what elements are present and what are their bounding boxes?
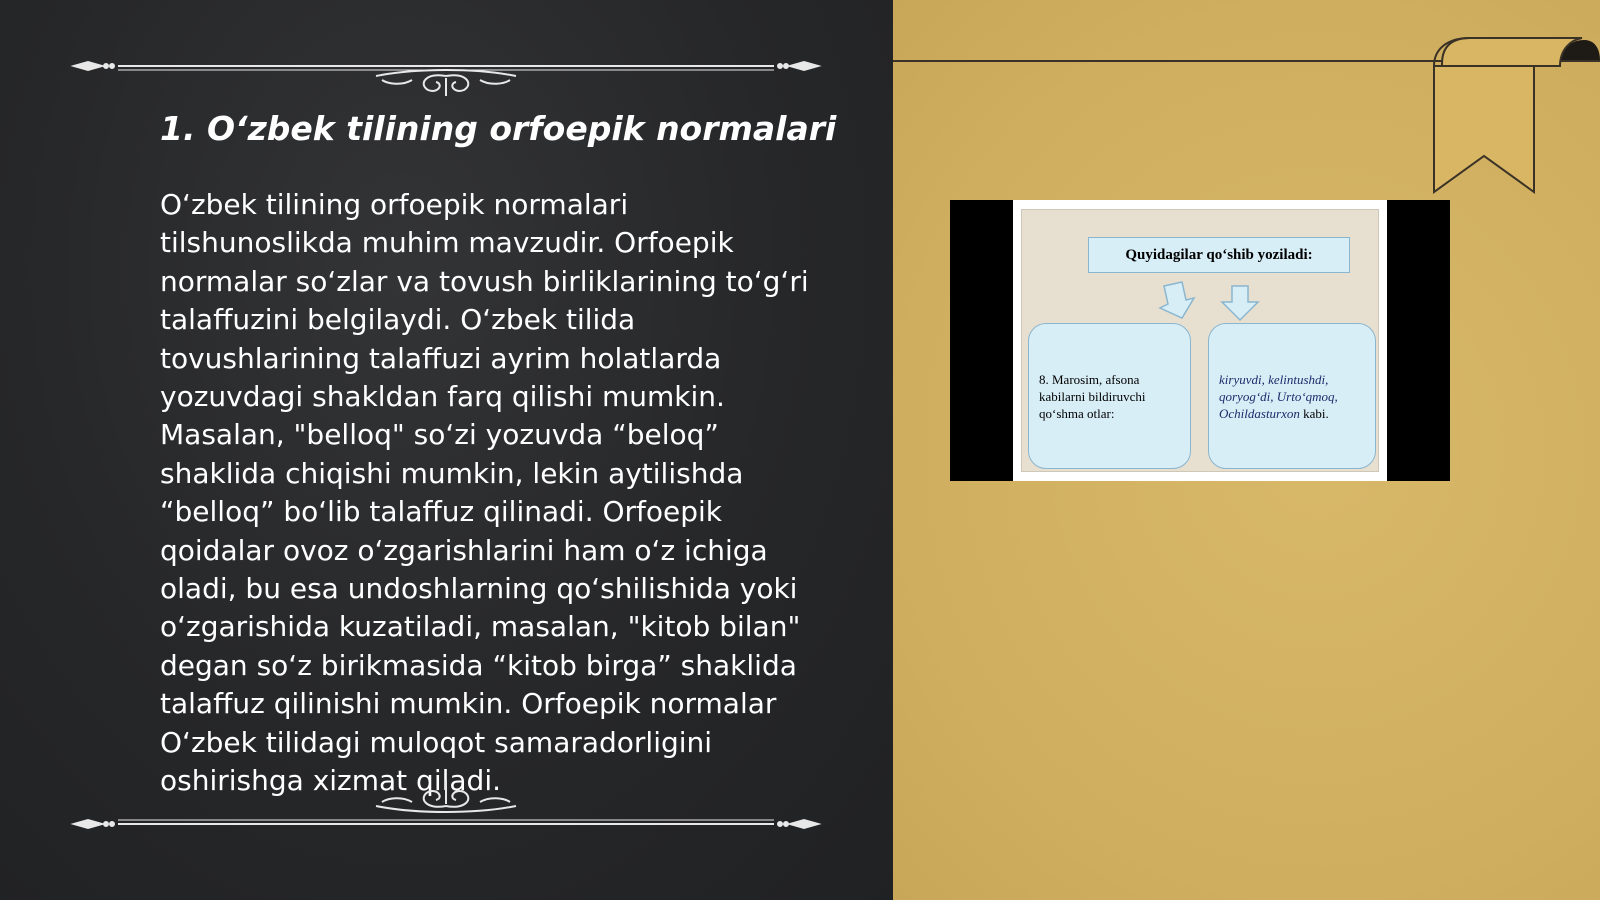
figure-heading: Quyidagilar qo‘shib yoziladi: xyxy=(1088,237,1350,273)
embedded-slide-content xyxy=(1021,209,1379,472)
ornament-bottom-divider xyxy=(66,780,826,840)
examples-text: kiryuvdi, kelintushdi, qoryog‘di, Urto‘qmoq, Ochildasturxon xyxy=(1219,371,1338,421)
ornament-top-divider xyxy=(66,36,826,96)
figure-box-rule: 8. Marosim, afsona kabilarni bildiruvchi qo‘shma otlar: xyxy=(1028,323,1191,469)
slide-body-text: O‘zbek tilining orfoepik normalari tilshunoslikda muhim mavzudir. Orfoepik normalar so‘zlar va tovush birliklarining to‘g‘ri talaffuzini belgilaydi. O‘zbek tilida tovushlarining talaffuzi ayrim holatlarda yozuvdagi shakldan farq qilishi mumkin. Masalan, "belloq" so‘zi yozuvda “beloq” shaklida chiqishi mumkin, lekin aytilishda “belloq” bo‘lib talaffuz qilinadi. Orfoepik qoidalar ovoz o‘zgarishlarini ham o‘z ichiga oladi, bu esa undoshlarning qo‘shilishida yoki o‘zgarishida kuzatiladi, masalan, "kitob bilan" degan so‘z birikmasida “kitob birga” shaklida talaffuz qilinishi mumkin. Orfoepik normalar O‘zbek tilidagi muloqot samaradorligini oshirishga xizmat qiladi. xyxy=(160,188,809,798)
figure-box-examples-text xyxy=(1219,371,1365,422)
embedded-slide-image xyxy=(950,200,1450,481)
slide-title: 1. O‘zbek tilining orfoepik normalari xyxy=(160,109,837,148)
embedded-slide-canvas xyxy=(1013,200,1387,481)
bookmark-ribbon-icon xyxy=(1432,36,1600,202)
figure-box-examples xyxy=(1208,323,1376,469)
examples-suffix: kabi. xyxy=(1299,405,1329,421)
